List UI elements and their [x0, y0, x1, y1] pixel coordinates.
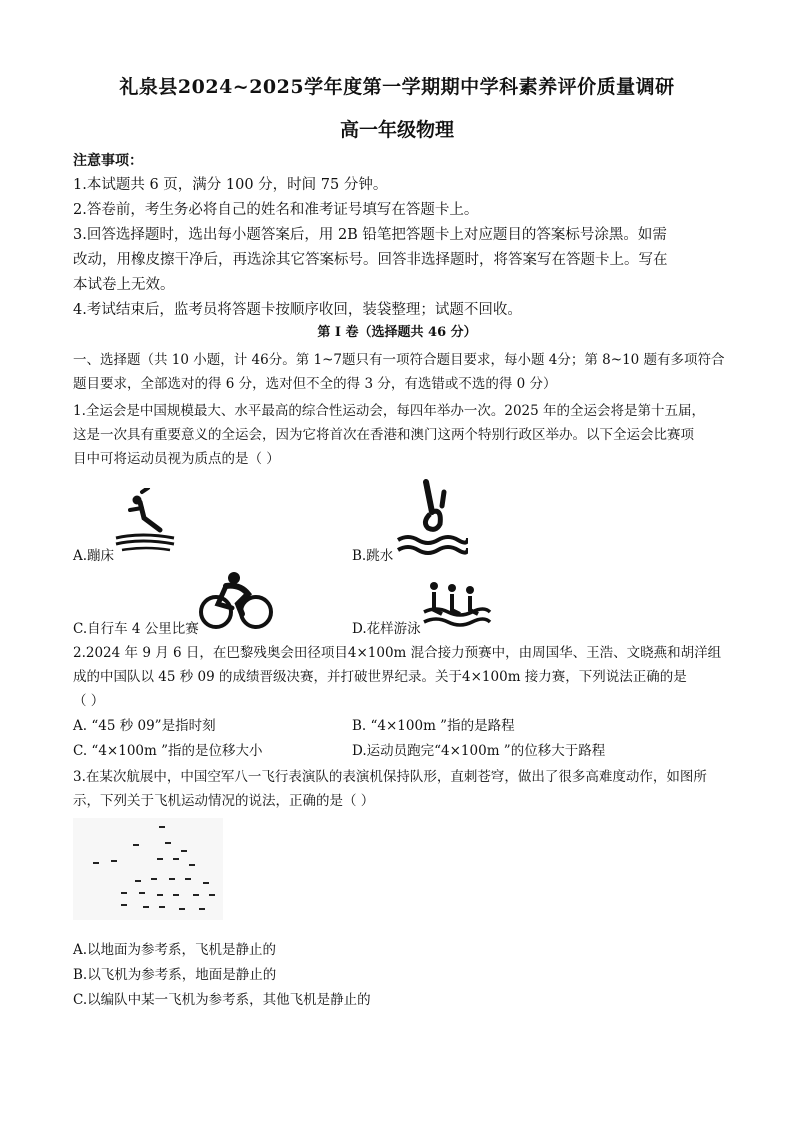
note-3c: 本试卷上无效。	[73, 277, 175, 293]
cycling-icon	[196, 570, 274, 630]
section-intro-a: 一、选择题（共 10 小题，计 46分。第 1~7题只有一项符合题目要求，每小题 4分；第 8~10 题有多项符合	[73, 352, 725, 368]
q3-option-c: C.以编队中某一飞机为参考系，其他飞机是静止的	[73, 992, 371, 1008]
q1-option-b: B.跳水	[352, 548, 394, 564]
trampoline-icon	[112, 488, 180, 558]
note-2: 2.答卷前，考生务必将自己的姓名和准考证号填写在答题卡上。	[73, 202, 479, 218]
notes-heading: 注意事项：	[73, 153, 143, 169]
exam-title: 礼泉县2024~2025学年度第一学期期中学科素养评价质量调研	[119, 76, 675, 98]
q2-option-b: B. “4×100m ”指的是路程	[352, 718, 515, 734]
q1-line-3: 目中可将运动员视为质点的是（ ）	[73, 451, 280, 467]
note-3b: 改动，用橡皮擦干净后，再选涂其它答案标号。回答非选择题时，将答案写在答题卡上。写在	[73, 252, 668, 268]
section-title: 第 I 卷（选择题共 46 分）	[317, 325, 477, 340]
aircraft-formation-image	[73, 818, 223, 920]
q3-option-a: A.以地面为参考系，飞机是静止的	[73, 942, 277, 958]
note-4: 4.考试结束后，监考员将答题卡按顺序收回，装袋整理；试题不回收。	[73, 302, 522, 318]
q3-line-2: 示，下列关于飞机运动情况的说法，正确的是（ ）	[73, 793, 375, 809]
q2-line-3: （ ）	[73, 693, 105, 709]
synchronized-swimming-icon	[420, 578, 492, 630]
q3-option-b: B.以飞机为参考系，地面是静止的	[73, 967, 277, 983]
q1-line-1: 1.全运会是中国规模最大、水平最高的综合性运动会，每四年举办一次。2025 年的全运会将是第十五届，	[73, 403, 706, 419]
q3-line-1: 3.在某次航展中，中国空军八一飞行表演队的表演机保持队形，直刺苍穹，做出了很多高难度动作，如图所	[73, 769, 707, 785]
q1-option-a: A.蹦床	[73, 548, 115, 564]
q2-option-c: C. “4×100m ”指的是位移大小	[73, 743, 263, 759]
diving-icon	[396, 478, 468, 558]
q2-line-1: 2.2024 年 9 月 6 日，在巴黎残奥会田径项目4×100m 混合接力预赛中，由周国华、王浩、文晓燕和胡洋组	[73, 645, 722, 661]
q1-option-c: C.自行车 4 公里比赛	[73, 621, 199, 637]
note-3a: 3.回答选择题时，选出每小题答案后，用 2B 铅笔把答题卡上对应题目的答案标号涂黑。如需	[73, 227, 667, 243]
q1-line-2: 这是一次具有重要意义的全运会，因为它将首次在香港和澳门这两个特别行政区举办。以下全运会比赛项	[73, 427, 694, 443]
q2-option-d: D.运动员跑完“4×100m ”的位移大于路程	[352, 743, 606, 759]
exam-subtitle: 高一年级物理	[339, 119, 454, 141]
section-intro-b: 题目要求，全部选对的得 6 分，选对但不全的得 3 分，有选错或不选的得 0 分）	[73, 376, 557, 392]
q1-option-d: D.花样游泳	[352, 621, 421, 637]
note-1: 1.本试题共 6 页，满分 100 分，时间 75 分钟。	[73, 177, 388, 193]
q2-option-a: A. “45 秒 09”是指时刻	[73, 718, 216, 734]
q2-line-2: 成的中国队以 45 秒 09 的成绩晋级决赛，并打破世界纪录。关于4×100m 接力赛，下列说法正确的是	[73, 669, 687, 685]
